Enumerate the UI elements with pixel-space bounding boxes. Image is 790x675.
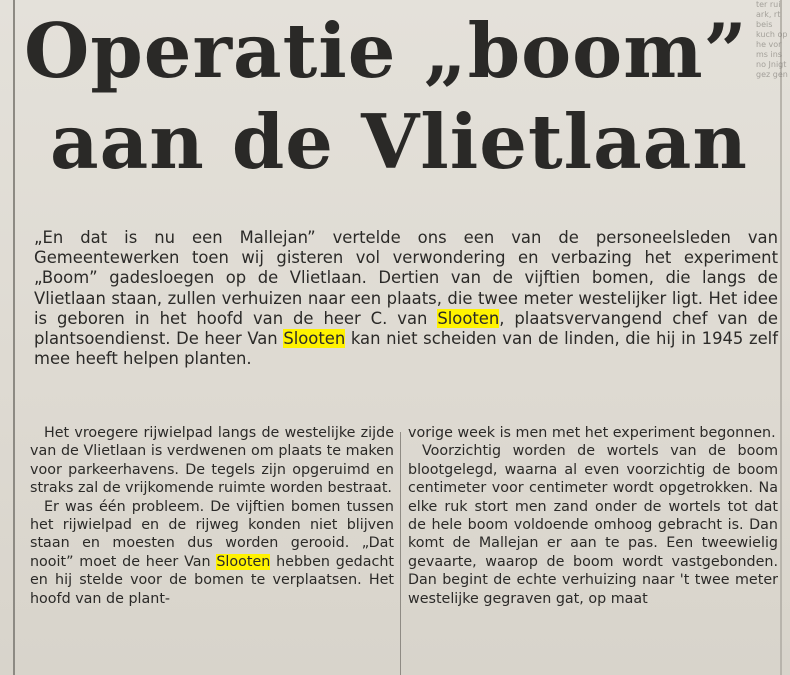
headline-line-1: Operatie „boom” xyxy=(24,7,748,95)
highlighted-name: Slooten xyxy=(216,553,271,570)
left-paragraph-1: Het vroegere rijwielpad langs de westelijke zijde van de Vlietlaan is verdwenen om plaats te maken voor parkeerhavens. De tegels zijn opgeruimd en straks zal de vrijkomende ruimte worden bestraat. xyxy=(30,425,394,497)
body-column-right xyxy=(408,424,778,608)
right-paragraph-2: Voorzichtig worden de wortels van de boom blootgelegd, waarna al even voorzichtig de boom centimeter voor centimeter wordt opgetrokken. Na elke ruk stort men zand onder de wortels tot dat de hele boom voldoende omhoog gebracht is. Dan komt de Mallejan er aan te pas. Een tweewielig gevaarte, waarop de boom wordt vastgebonden. Dan begint de echte verhuizing naar 't twee meter westelijke gegraven gat, op maat xyxy=(408,443,778,607)
lead-text-1: „En dat is nu een Mallejan” vertelde ons een van de personeelsleden van Gemeentewerken toen wij gisteren vol verwondering en verbazing het experiment „Boom” gadesloegen op de Vlietlaan. Dertien van de vijftien bomen, die langs de Vlietlaan staan, zullen verhuizen naar een plaats, die twee meter westelijker ligt. Het idee is geboren in het hoofd van de heer C. van xyxy=(34,228,778,328)
lead-text-3: kan niet scheiden van de linden, die hij in 1945 zelf mee heeft helpen planten. xyxy=(34,329,778,369)
headline-line-2: aan de Vlietlaan xyxy=(50,98,748,186)
right-paragraph-1: vorige week is men met het experiment begonnen. xyxy=(408,425,776,441)
adjacent-column-bleed: ter rui ark, rt beis kuch op he vor ms ins no Jnigt gez gen xyxy=(756,0,788,79)
highlighted-name: Slooten xyxy=(437,308,500,328)
page-edge-left xyxy=(13,0,15,675)
highlighted-name: Slooten xyxy=(283,329,346,349)
body-column-left xyxy=(30,424,394,608)
column-divider xyxy=(400,432,401,675)
lead-paragraph xyxy=(34,228,778,369)
left-paragraph-2 xyxy=(30,498,394,608)
headline xyxy=(22,6,782,188)
left-text-1: Er was één probleem. De vijftien bomen tussen het rijwielpad en de rijweg konden niet blijven staan en moesten dus worden gerooid. „Dat nooit” moet de heer Van xyxy=(30,498,394,570)
lead-text-2: , plaatsvervangend chef van de plantsoendienst. De heer Van xyxy=(34,308,778,349)
left-text-2: hebben gedacht en hij stelde voor de bomen te verplaatsen. Het hoofd van de plant- xyxy=(30,553,394,607)
